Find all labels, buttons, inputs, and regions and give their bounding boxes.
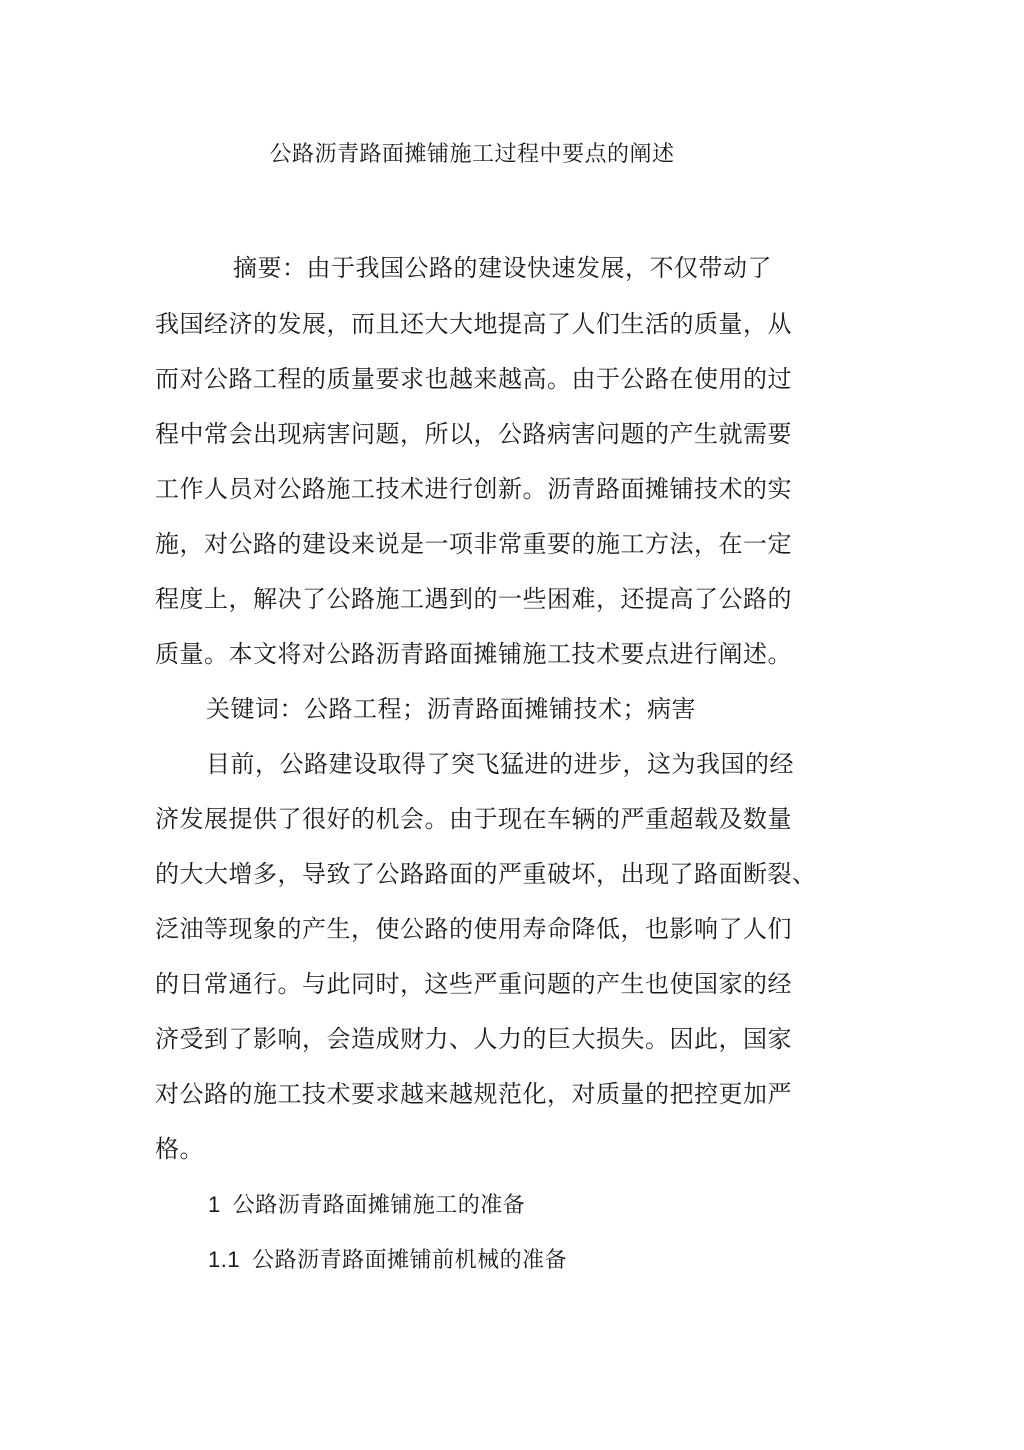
body-line: 泛油等现象的产生，使公路的使用寿命降低，也影响了人们	[155, 915, 792, 943]
abstract-line: 施，对公路的建设来说是一项非常重要的施工方法，在一定	[155, 530, 792, 558]
body-line: 的日常通行。与此同时，这些严重问题的产生也使国家的经	[155, 970, 792, 998]
section-heading-1	[208, 1187, 525, 1224]
section-number: 1	[208, 1192, 221, 1217]
document-title: 公路沥青路面摊铺施工过程中要点的阐述	[269, 142, 675, 167]
abstract-line: 而对公路工程的质量要求也越来越高。由于公路在使用的过	[155, 365, 792, 393]
keywords-line: 关键词：公路工程；沥青路面摊铺技术；病害	[206, 695, 696, 723]
body-line: 格。	[155, 1135, 204, 1163]
abstract-line: 质量。本文将对公路沥青路面摊铺施工技术要点进行阐述。	[155, 640, 792, 668]
body-line: 对公路的施工技术要求越来越规范化，对质量的把控更加严	[155, 1080, 792, 1108]
abstract-line: 摘要：由于我国公路的建设快速发展，不仅带动了	[233, 254, 772, 282]
abstract-line: 工作人员对公路施工技术进行创新。沥青路面摊铺技术的实	[155, 475, 792, 503]
body-line: 的大大增多，导致了公路路面的严重破坏，出现了路面断裂、	[155, 860, 817, 888]
section-text: 公路沥青路面摊铺前机械的准备	[252, 1248, 568, 1273]
section-heading-1-1	[208, 1242, 567, 1279]
section-text: 公路沥青路面摊铺施工的准备	[232, 1193, 526, 1218]
body-line: 目前，公路建设取得了突飞猛进的进步，这为我国的经	[206, 750, 794, 778]
abstract-line: 我国经济的发展，而且还大大地提高了人们生活的质量，从	[155, 310, 792, 338]
body-line: 济受到了影响，会造成财力、人力的巨大损失。因此，国家	[155, 1025, 792, 1053]
section-number: 1.1	[208, 1247, 241, 1272]
abstract-line: 程中常会出现病害问题，所以，公路病害问题的产生就需要	[155, 420, 792, 448]
abstract-line: 程度上，解决了公路施工遇到的一些困难，还提高了公路的	[155, 585, 792, 613]
body-line: 济发展提供了很好的机会。由于现在车辆的严重超载及数量	[155, 805, 792, 833]
